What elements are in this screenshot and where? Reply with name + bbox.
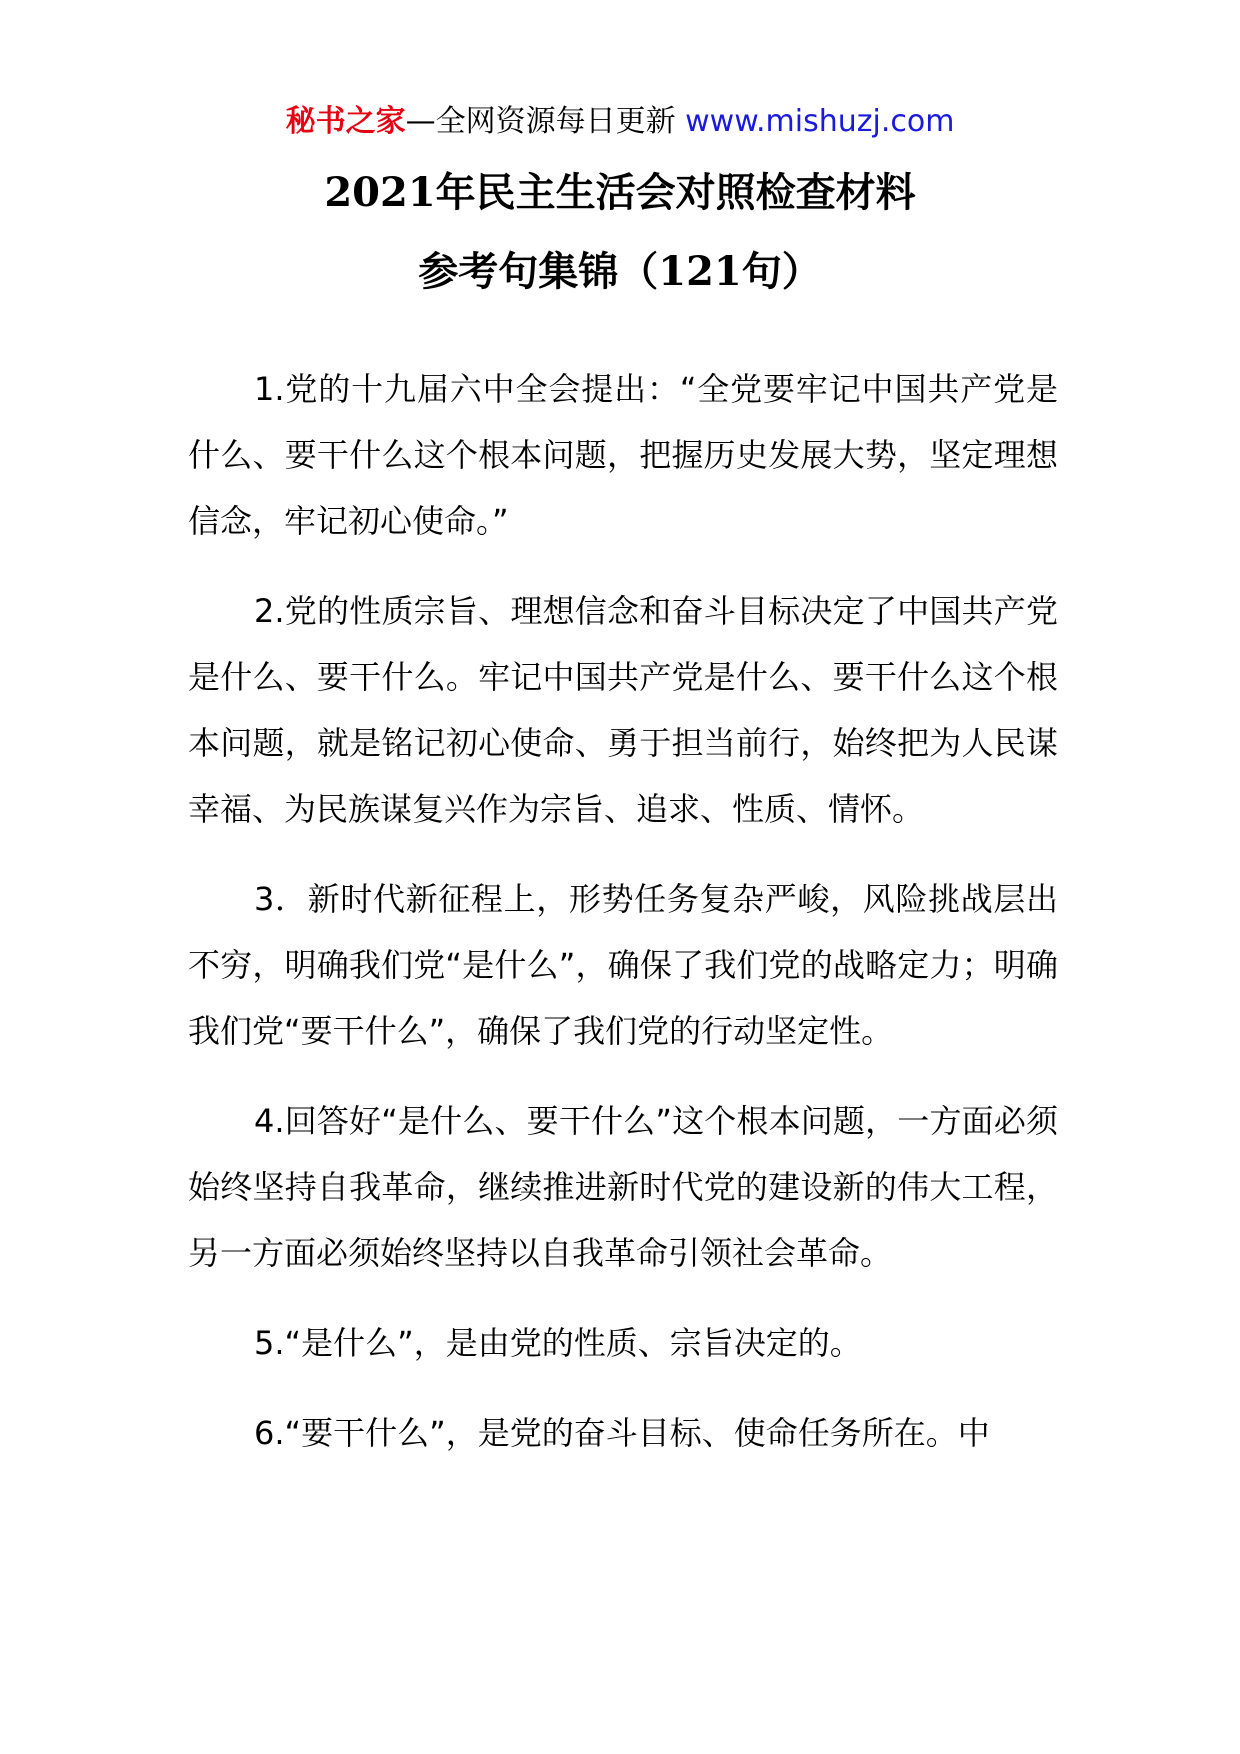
brand-name: 秘书之家 xyxy=(285,104,406,139)
document-title-line-2: 参考句集锦（121句） xyxy=(418,248,822,295)
document-title-line-1: 2021年民主生活会对照检查材料 xyxy=(324,169,916,216)
paragraph-4: 4.回答好“是什么、要干什么”这个根本问题，一方面必须始终坚持自我革命，继续推进新时代党的建设新的伟大工程，另一方面必须始终坚持以自我革命引领社会革命。 xyxy=(188,1102,1058,1272)
paragraph-1: 1.党的十九届六中全会提出：“全党要牢记中国共产党是什么、要干什么这个根本问题，把握历史发展大势，坚定理想信念，牢记初心使命。” xyxy=(188,370,1058,540)
paragraph-2: 2.党的性质宗旨、理想信念和奋斗目标决定了中国共产党是什么、要干什么。牢记中国共产党是什么、要干什么这个根本问题，就是铭记初心使命、勇于担当前行，始终把为人民谋幸福、为民族谋复兴作为宗旨、追求、性质、情怀。 xyxy=(188,592,1058,828)
document-body xyxy=(188,356,1058,1490)
paragraph-6: 6.“要干什么”，是党的奋斗目标、使命任务所在。中 xyxy=(254,1414,990,1452)
site-url[interactable]: www.mishuzj.com xyxy=(685,104,955,139)
header-tagline: —全网资源每日更新 xyxy=(405,104,686,139)
paragraph-3: 3．新时代新征程上，形势任务复杂严峻，风险挑战层出不穷，明确我们党“是什么”，确保了我们党的战略定力；明确我们党“要干什么”，确保了我们党的行动坚定性。 xyxy=(188,880,1058,1050)
paragraph-5: 5.“是什么”，是由党的性质、宗旨决定的。 xyxy=(254,1324,862,1362)
site-header xyxy=(0,100,1240,144)
